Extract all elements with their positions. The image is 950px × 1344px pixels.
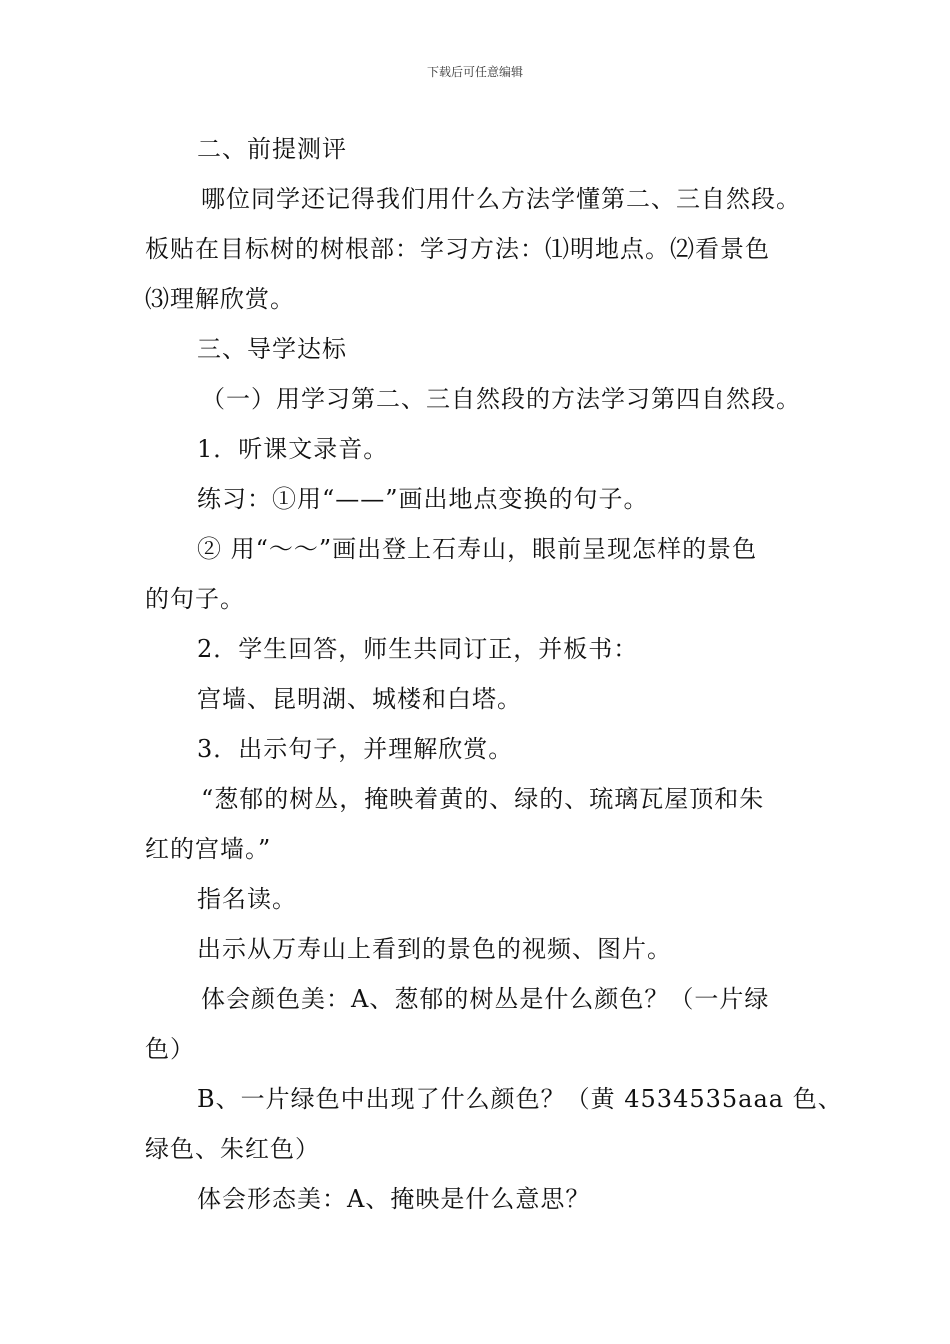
quote-line: “葱郁的树丛，掩映着黄的、绿的、琉璃瓦屋顶和朱	[201, 785, 765, 813]
paragraph-line: 的句子。	[145, 585, 245, 613]
paragraph-line: ② 用“～～”画出登上石寿山，眼前呈现怎样的景色	[197, 535, 758, 563]
list-item: 3．出示句子，并理解欣赏。	[197, 735, 514, 763]
paragraph-line: 宫墙、昆明湖、城楼和白塔。	[197, 685, 522, 713]
document-body	[145, 124, 843, 1224]
paragraph-line: B、一片绿色中出现了什么颜色？（黄 4534535aaa 色、	[197, 1085, 843, 1113]
paragraph-line: 练习：①用“——”画出地点变换的句子。	[197, 485, 649, 513]
section-heading: 二、前提测评	[197, 135, 347, 163]
paragraph-line: 哪位同学还记得我们用什么方法学懂第二、三自然段。	[201, 185, 801, 213]
page-header-note: 下载后可任意编辑	[426, 65, 523, 79]
paragraph-line: 绿色、朱红色）	[145, 1135, 320, 1163]
paragraph-line: （一）用学习第二、三自然段的方法学习第四自然段。	[201, 385, 801, 413]
paragraph-line: 体会形态美：A、掩映是什么意思？	[197, 1185, 591, 1213]
list-item: 2．学生回答，师生共同订正，并板书：	[197, 635, 639, 663]
paragraph-line: ⑶理解欣赏。	[145, 285, 295, 313]
paragraph-line: 指名读。	[197, 885, 297, 913]
section-heading: 三、导学达标	[197, 335, 347, 363]
paragraph-line: 体会颜色美：A、葱郁的树丛是什么颜色？（一片绿	[201, 985, 770, 1013]
paragraph-line: 色）	[145, 1035, 195, 1063]
quote-line: 红的宫墙。”	[145, 835, 272, 863]
list-item: 1．听课文录音。	[197, 435, 389, 463]
paragraph-line: 出示从万寿山上看到的景色的视频、图片。	[197, 935, 672, 963]
paragraph-line: 板贴在目标树的树根部：学习方法：⑴明地点。⑵看景色	[145, 235, 770, 263]
